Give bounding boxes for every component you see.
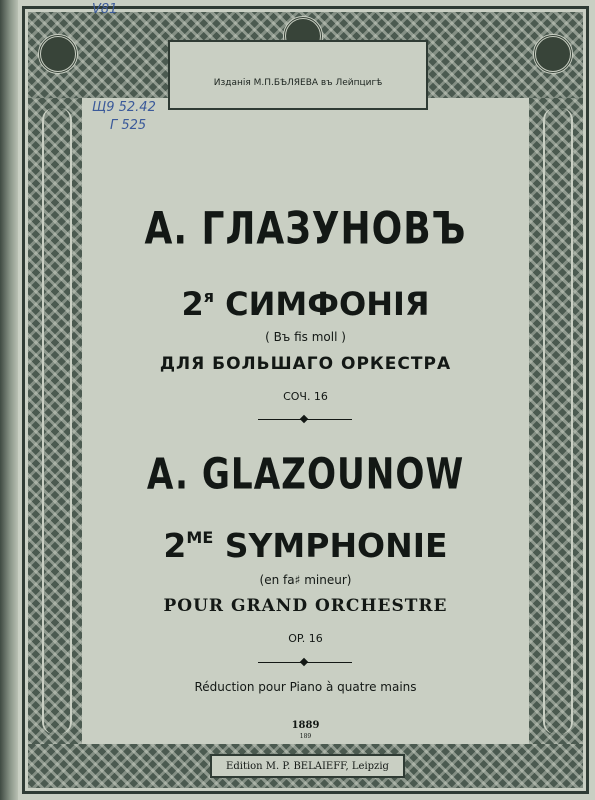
scoring-russian: ДЛЯ БОЛЬШАГО ОРКЕСТРА [159, 354, 452, 374]
publisher-cartouche [168, 40, 428, 110]
key-russian: ( Въ fis moll ) [265, 330, 346, 344]
composer-name-french: A. GLAZOUNOW [146, 449, 465, 499]
composer-name-russian: А. ГЛАЗУНОВЪ [144, 203, 467, 255]
divider-lower [258, 662, 352, 663]
rosette-ornament-right [533, 34, 573, 74]
number-suffix-french: ME [186, 528, 214, 547]
handwritten-shelf-number: Щ9 52.42 [92, 100, 156, 115]
vine-ornament-left [42, 108, 72, 734]
handwritten-top-mark: V81 [92, 2, 118, 17]
ornament-left-column [28, 98, 82, 744]
arrangement-note: Réduction pour Piano à quatre mains [194, 680, 417, 694]
publisher-header: Изданiя М.П.БѢЛЯЕВА въ Лейпцигѣ [213, 78, 383, 88]
work-title-french [82, 526, 529, 565]
key-french: (en fa♯ mineur) [259, 573, 352, 587]
plate-number: 189 [299, 733, 312, 740]
opus-russian: СОЧ. 16 [283, 390, 328, 403]
scoring-french: POUR GRAND ORCHESTRE [163, 596, 448, 616]
work-title-russian [82, 285, 529, 323]
symphony-number-french: 2 [163, 526, 187, 565]
symphony-word-russian: СИМФОНIЯ [225, 285, 430, 323]
handwritten-shelf-code: Г 525 [110, 118, 147, 133]
divider-upper [258, 419, 352, 420]
ornament-right-column [529, 98, 583, 744]
book-spine-edge [0, 0, 18, 800]
symphony-number-russian: 2 [181, 285, 204, 323]
symphony-word-french: SYMPHONIE [224, 526, 448, 565]
edition-cartouche [210, 754, 405, 778]
rosette-ornament-left [38, 34, 78, 74]
opus-french: OP. 16 [288, 632, 323, 645]
vine-ornament-right [543, 108, 573, 734]
number-suffix-russian: я [203, 287, 215, 306]
edition-imprint: Edition M. P. BELAIEFF, Leipzig [226, 761, 389, 772]
publication-year: 1889 [291, 720, 320, 731]
